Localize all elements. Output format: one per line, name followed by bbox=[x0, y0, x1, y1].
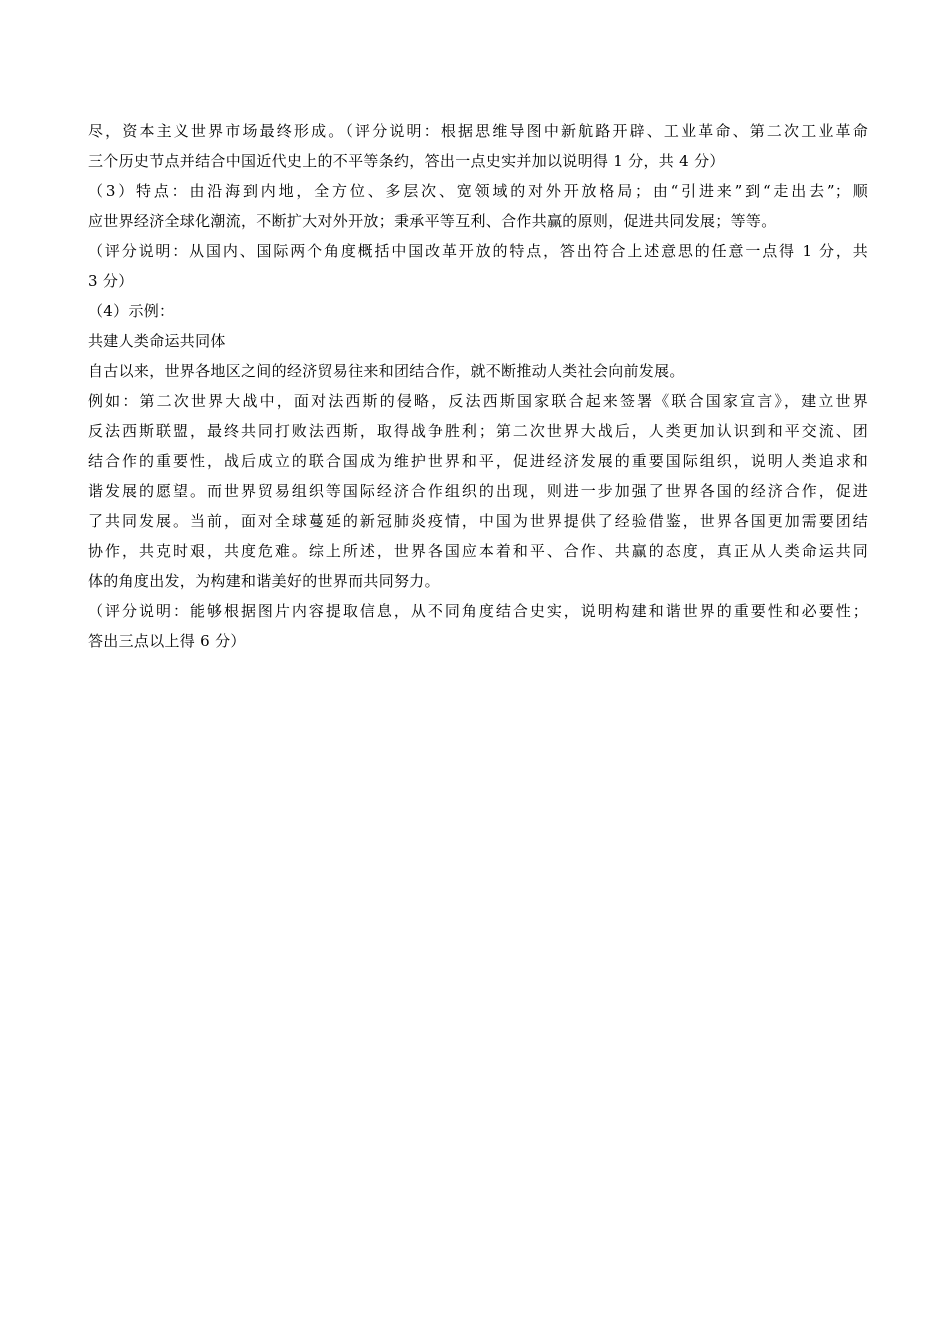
text-line: （4）示例： bbox=[88, 302, 175, 320]
text-line: （评分说明：能够根据图片内容提取信息，从不同角度结合史实，说明构建和谐世界的重要性和必要性； bbox=[88, 602, 868, 620]
text-line: 体的角度出发，为构建和谐美好的世界而共同努力。 bbox=[88, 572, 440, 590]
section-heading: 共建人类命运共同体 bbox=[88, 332, 226, 350]
text-line: 反法西斯联盟，最终共同打败法西斯，取得战争胜利；第二次世界大战后，人类更加认识到和平交流、团 bbox=[88, 422, 868, 440]
text-line: 结合作的重要性，战后成立的联合国成为维护世界和平，促进经济发展的重要国际组织，说明人类追求和 bbox=[88, 452, 868, 470]
text-line: 例如：第二次世界大战中，面对法西斯的侵略，反法西斯国家联合起来签署《联合国家宣言》，建立世界 bbox=[88, 392, 868, 410]
text-line: 协作，共克时艰，共度危难。综上所述，世界各国应本着和平、合作、共赢的态度，真正从人类命运共同 bbox=[88, 542, 868, 560]
answer-text-block bbox=[88, 116, 868, 656]
text-line: 自古以来，世界各地区之间的经济贸易往来和团结合作，就不断推动人类社会向前发展。 bbox=[88, 362, 685, 380]
text-line: （3）特点：由沿海到内地，全方位、多层次、宽领域的对外开放格局；由“引进来”到“走出去”；顺 bbox=[88, 182, 868, 200]
text-line: 应世界经济全球化潮流，不断扩大对外开放；秉承平等互利、合作共赢的原则，促进共同发展；等等。 bbox=[88, 212, 777, 230]
text-line: 谐发展的愿望。而世界贸易组织等国际经济合作组织的出现，则进一步加强了世界各国的经济合作，促进 bbox=[88, 482, 868, 500]
text-line: 了共同发展。当前，面对全球蔓延的新冠肺炎疫情，中国为世界提供了经验借鉴，世界各国更加需要团结 bbox=[88, 512, 868, 530]
text-line: （评分说明：从国内、国际两个角度概括中国改革开放的特点，答出符合上述意思的任意一点得 1 分，共 bbox=[88, 242, 868, 260]
text-line: 答出三点以上得 6 分） bbox=[88, 632, 246, 650]
text-line: 尽，资本主义世界市场最终形成。（评分说明：根据思维导图中新航路开辟、工业革命、第二次工业革命 bbox=[88, 122, 868, 140]
text-line: 三个历史节点并结合中国近代史上的不平等条约，答出一点史实并加以说明得 1 分，共 4 分） bbox=[88, 152, 725, 170]
text-line: 3 分） bbox=[88, 272, 134, 290]
